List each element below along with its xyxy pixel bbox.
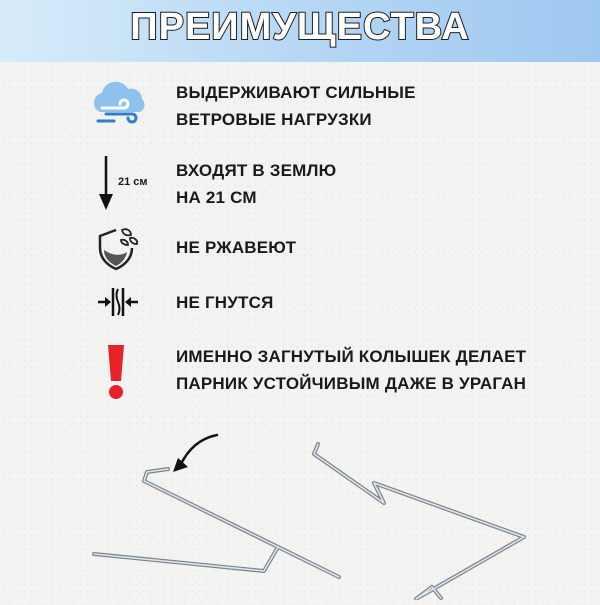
peg-illustration — [0, 420, 600, 605]
feature-wind-line-1: ВЫДЕРЖИВАЮТ СИЛЬНЫЕ — [176, 83, 416, 102]
peg-right — [314, 444, 524, 599]
curved-arrow-icon — [173, 435, 217, 472]
feature-wind-text — [176, 79, 416, 133]
feature-wind-line-2: ВЕТРОВЫЕ НАГРУЗКИ — [176, 110, 372, 129]
down-arrow-icon — [96, 154, 116, 217]
wind-cloud-icon — [88, 78, 150, 133]
feature-bend-text — [176, 289, 274, 316]
page-title: ПРЕИМУЩЕСТВА — [130, 6, 470, 48]
feature-rust-text — [176, 234, 296, 261]
compress-arrows-icon — [96, 286, 140, 323]
exclamation-icon — [104, 342, 128, 407]
header-banner — [0, 0, 600, 62]
depth-label: 21 см — [118, 176, 148, 188]
rust-shield-icon — [94, 224, 142, 277]
feature-depth-text — [176, 157, 336, 211]
feature-depth-line-1: ВХОДЯТ В ЗЕМЛЮ — [176, 161, 337, 180]
feature-bend-line-1: НЕ ГНУТСЯ — [176, 293, 274, 312]
feature-depth-line-2: НА 21 СМ — [176, 188, 257, 207]
feature-hurricane-text — [176, 343, 526, 397]
peg-left — [94, 469, 339, 577]
feature-rust-line-1: НЕ РЖАВЕЮТ — [176, 238, 297, 257]
feature-hurricane-line-2: ПАРНИК УСТОЙЧИВЫМ ДАЖЕ В УРАГАН — [176, 374, 527, 393]
feature-hurricane-line-1: ИМЕННО ЗАГНУТЫЙ КОЛЫШЕК ДЕЛАЕТ — [176, 347, 527, 366]
